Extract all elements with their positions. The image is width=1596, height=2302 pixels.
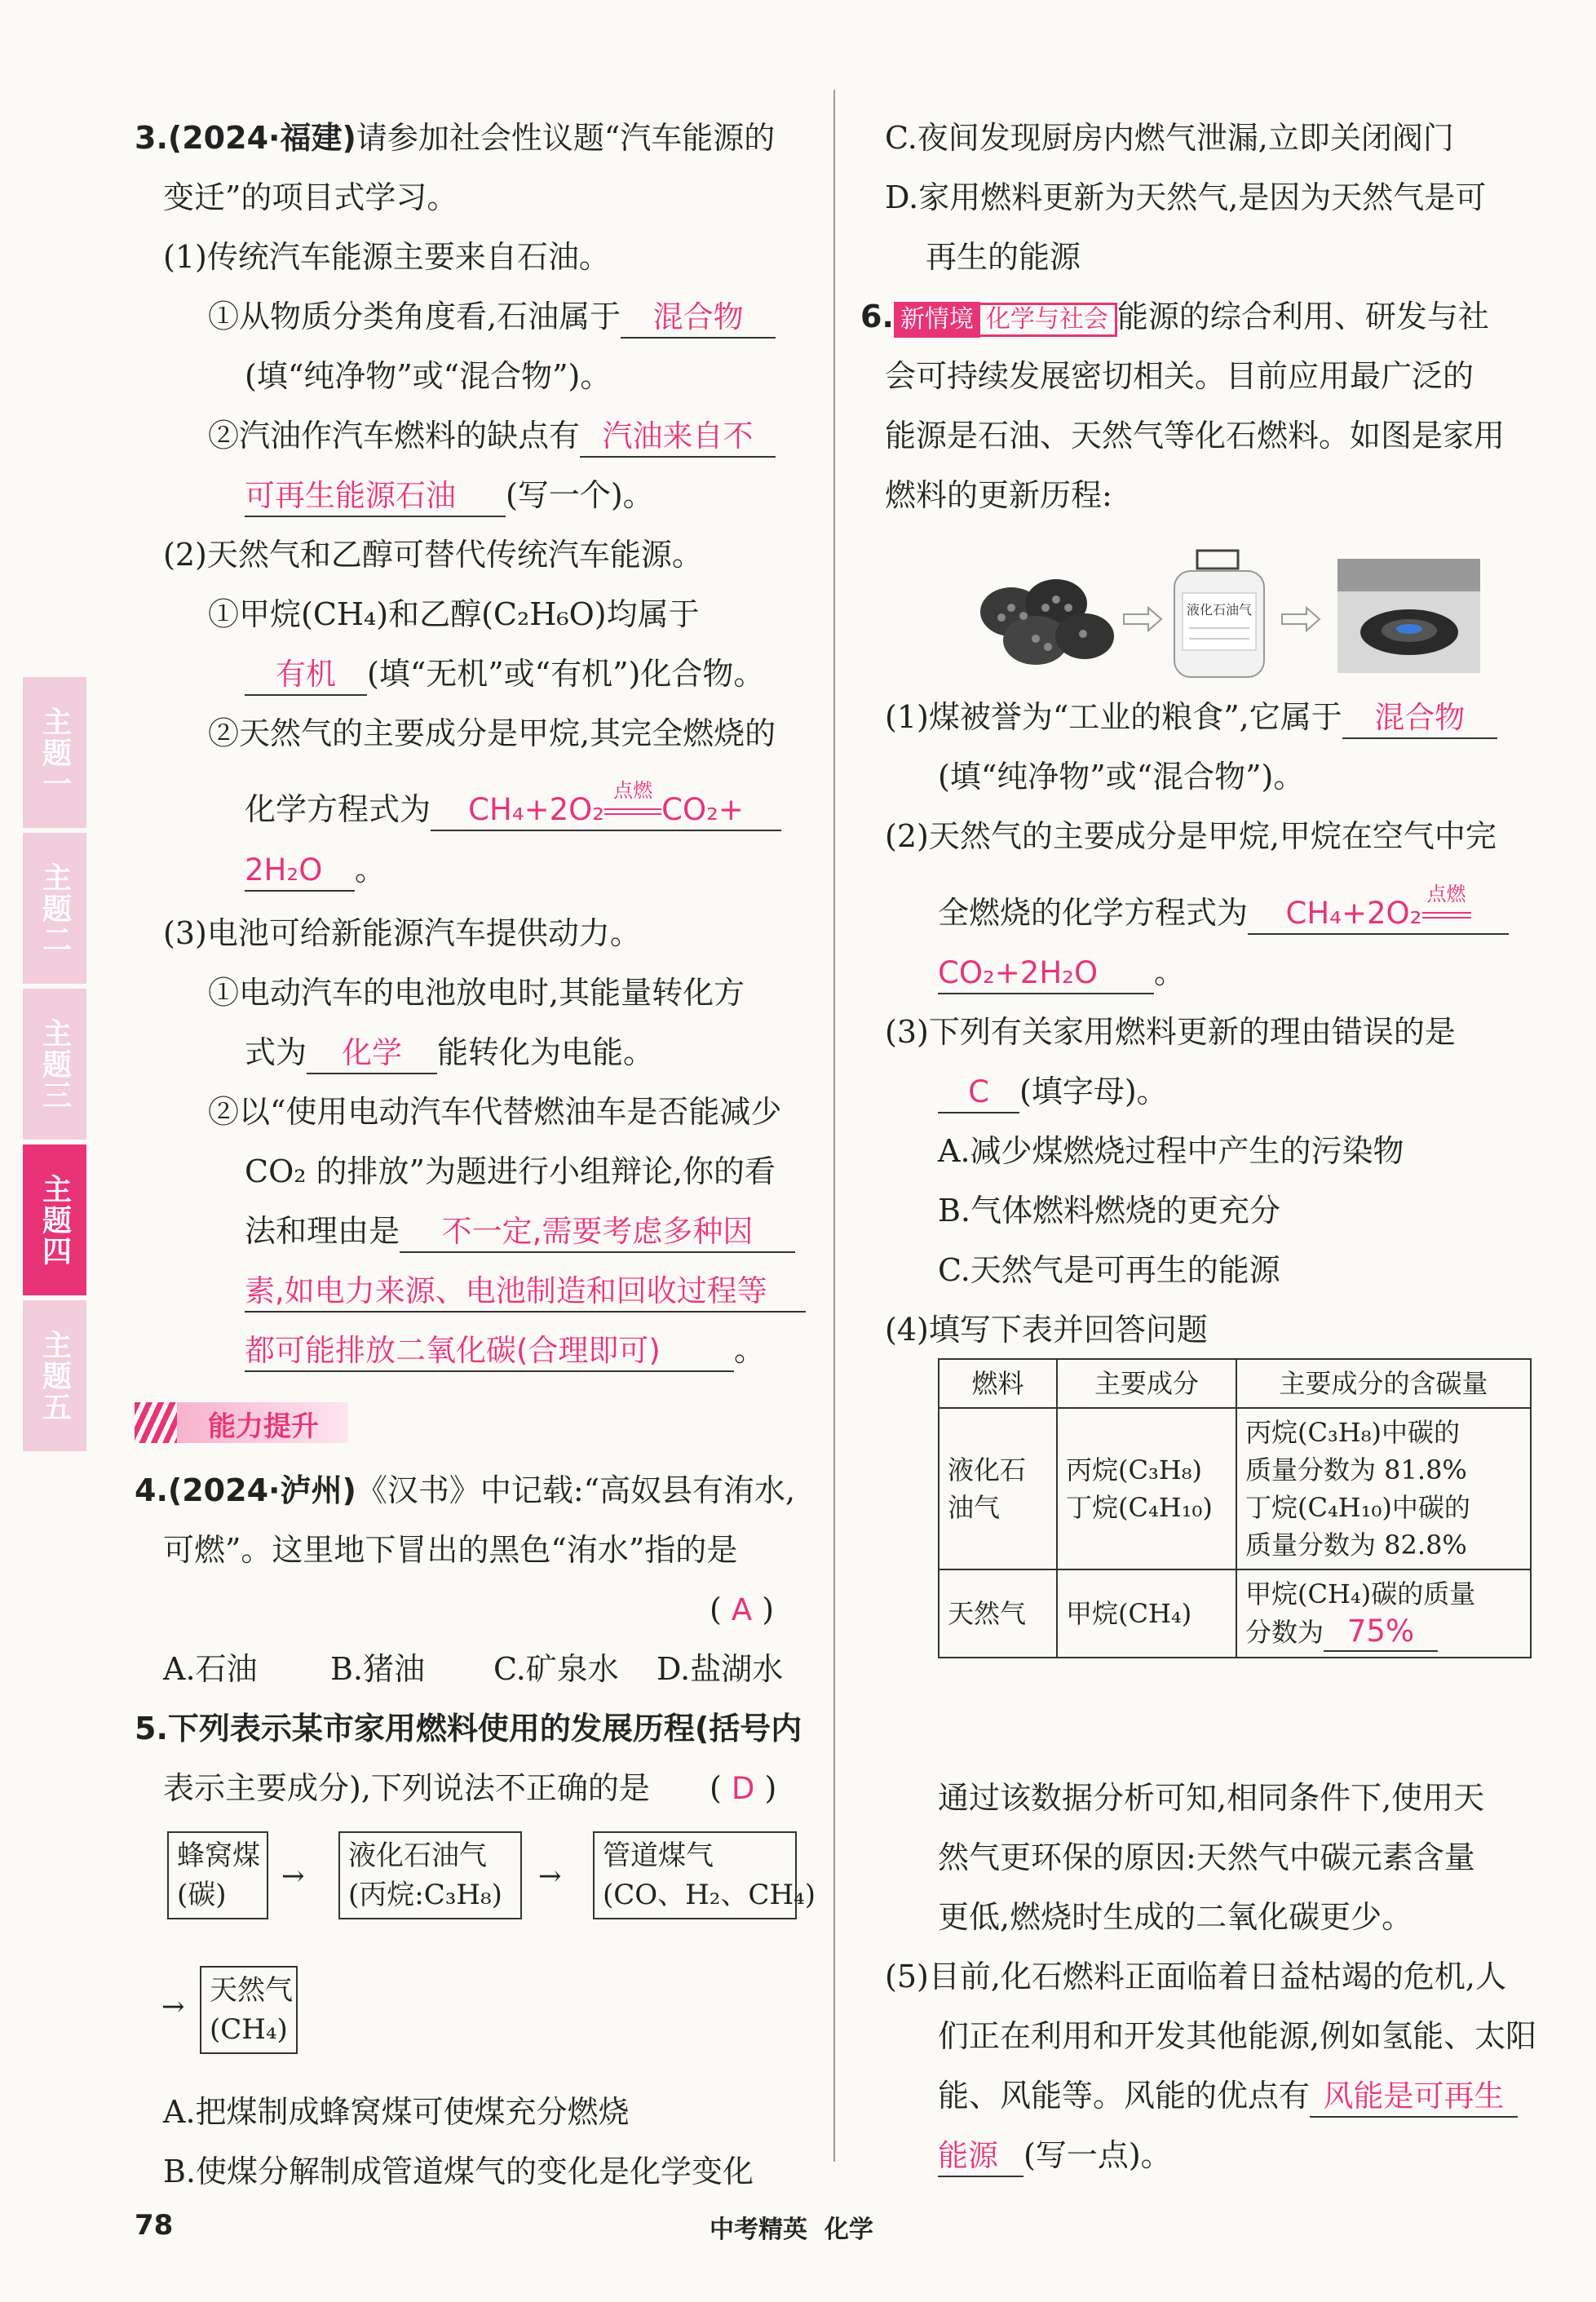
q3-p3b-answer-2: 素,如电力来源、电池制造和回收过程等 [245,1272,806,1313]
side-tab-5[interactable]: 主题五 [23,1300,86,1451]
q3-p2b-answer-left: CH₄+2O₂ [468,792,605,827]
q6-p3-hint: (填字母)。 [1019,1074,1168,1109]
q5-option-b: B.使煤分解制成管道煤气的变化是化学变化 [163,2154,754,2189]
q3-p3b-end: 。 [734,1332,766,1368]
q5-option-a: A.把煤制成蜂窝煤可使煤充分燃烧 [163,2094,630,2130]
q3-p3a-end: 能转化为电能。 [437,1034,655,1070]
honeycomb-coal-icon [980,579,1114,665]
q6-analysis-1: 通过该数据分析可知,相同条件下,使用天 [938,1780,1485,1816]
table-row [939,1569,1531,1658]
column-divider [833,90,835,2162]
table-cell-lpg-components [1057,1408,1236,1569]
q3-p2a-hint: (填“无机”或“有机”)化合物。 [367,656,765,692]
q3-p1b-hint: (写一个)。 [506,477,654,513]
q6-p1-hint: (填“纯净物”或“混合物”)。 [938,759,1305,795]
new-context-badge: 新情境 [894,302,980,338]
q6-p5-line2: 们正在利用和开发其他能源,例如氢能、太阳 [938,2018,1537,2054]
q6-p2-answer-2: CO₂+2H₂O [938,954,1154,994]
methane-carbon-answer: 75% [1324,1613,1438,1652]
q6-p2-end: 。 [1154,954,1186,990]
lpg-component-propane: 丙烷(C₃H₈) [1066,1454,1203,1485]
q3-p1b: ②汽油作汽车燃料的缺点有 [208,418,581,454]
table-header-carbon: 主要成分的含碳量 [1236,1359,1531,1408]
q3-p3a: ①电动汽车的电池放电时,其能量转化方 [208,975,745,1011]
q3-p3b: ②以“使用电动汽车代替燃油车是否能减少 [208,1094,782,1130]
q3-p3b-line2: CO₂ 的排放”为题进行小组辩论,你的看 [245,1153,776,1189]
q6-intro1: 能源的综合利用、研发与社 [1116,299,1489,334]
flow-box-2-comp: (丙烷:C₃H₈) [348,1879,502,1911]
q4-option-b: B.猪油 [330,1651,426,1687]
q3-p2b-end: 。 [355,852,387,888]
q3-part3: (3)电池可给新能源汽车提供动力。 [163,915,641,951]
table-cell-lpg: 液化石油气 [939,1408,1057,1569]
flow-box-2-title: 液化石油气 [348,1839,487,1872]
fuel-table [938,1358,1532,1658]
side-tab-2[interactable]: 主题二 [23,833,86,984]
lpg-carbon-line1: 丙烷(C₃H₈)中碳的 [1245,1417,1461,1448]
gas-stove-icon [1337,559,1480,673]
q3-title: 请参加社会性议题“汽车能源的 [356,120,776,156]
side-tab-1[interactable]: 主题一 [23,677,86,828]
q3-p2b-line2: 化学方程式为 [245,791,431,827]
q3-p2b-condition: 点燃 [613,779,653,802]
fuel-history-svg [979,542,1484,681]
table-cell-natural-gas: 天然气 [939,1569,1057,1658]
q3-p2b-answer-2: 2H₂O [245,851,355,892]
methane-carbon-line1: 甲烷(CH₄)碳的质量 [1245,1578,1476,1609]
q6-p2: (2)天然气的主要成分是甲烷,甲烷在空气中完 [885,818,1497,854]
table-cell-methane-carbon [1236,1569,1531,1658]
q6-analysis-2: 然气更环保的原因:天然气中碳元素含量 [938,1839,1475,1875]
flow-box-4-comp: (CH₄) [210,2013,288,2046]
q6-p5-answer-2: 能源 [938,2136,1023,2177]
chem-society-badge: 化学与社会 [977,303,1117,337]
lpg-carbon-line2: 质量分数为 81.8% [1245,1454,1467,1485]
q3-p2b: ②天然气的主要成分是甲烷,其完全燃烧的 [208,715,776,751]
banner-stripes-icon [135,1402,183,1443]
workbook-page: 主题一 主题二 主题三 主题四 主题五 3.(2024·福建)请参加社会性议题“汽车能源的 变迁”的项目式学习。 (1)传统汽车能源主要来自石油。 ①从物质分类角度看,石油属于 混合物 (填“纯净物”或“混合物”)。 ②汽油作汽车燃料的缺点有 汽油来自不 可再生能源石油 (写一个)。 (2)天然气和乙醇可替代传统汽车能源。 ①甲烷(CH₄)和乙醇(C₂H₆O)均属于 有机 (填“无机”或“有机”)化合物。 ②天然气的主要成分是甲烷,其完全燃烧的 化学方程式为 CH₄+2O₂ 点燃 CO₂+ 2H₂O 。 (3)电池可给新能源汽车提供动力。 ①电动汽车的电池放电时,其能量转化方 式为 化学 能转化为电能。 ②以“使用电动汽车代替燃油车是否能减少 CO₂ 的排放”为题进行小组辩论,你的看 法和理由是 不一定,需要考虑多种因 素,如电力来源、电池制造和回收过程等 都可能排放二氧化碳(合理即可) 。 能力提升 4.(2024·泸州)《汉书》中记载:“高奴县有洧水, 可燃”。这里地下冒出的黑色“洧水”指的是 ( A ) A.石油 B.猪油 C.矿泉水 D.盐湖水 5.下列表示某市家用燃料使用的发展历程(括号内 表示主要成分),下列说法不正确的是 ( D ) 蜂窝煤 (碳) → 液化石油气 (丙烷:C₃H₈) → 管道煤气 (CO、H₂、CH₄) → 天然气 (CH₄) A.把煤制成蜂窝煤可使煤充分燃烧 B.使煤分解制成管道煤气的变化是化学变化 C.夜间发现厨房内燃气泄漏,立即关闭阀门 D.家用燃料更新为天然气,是因为天然气是可 再生的能源 6. 新情境 化学与社会 能源的综合利用、研发与社 会可持续发展密切相关。目前应用最广泛的 能源是石油、天然气等化石燃料。如图是家用 燃料的更新历程: 液化石油气 (1)煤被誉为“工业的粮食”,它属于 混合物 (填“纯净物”或“混合物”)。 (2)天然气的主要成分是甲烷,甲烷在空气中完 全燃烧的化学方程式为 CH₄+2O₂ 点燃 CO₂+2H₂O 。 (3)下列有关家用燃料更新的理由错误的是 C (填字母)。 A.减少煤燃烧过程中产生的污染物 B.气体燃料燃烧的更充分 C.天然气是可再生的能源 (4)填写下表并回答问题 燃料 主要成分 主要成分的含碳量 液化石油气 丙烷(C₃H₈) 丁烷(C₄H₁₀) 丙烷(C₃H₈)中碳的 质量分数为 81.8% 丁烷(C₄H₁₀)中碳的 质量分数为 82.8% 天然气 甲烷(CH₄) 甲烷(CH₄)碳的质量 分数为 75% 通过该数据分析可知,相同条件下,使用天 然气更环保的原因:天然气中碳元素含量 更低,燃烧时生成的二氧化碳更少。 (5)目前,化石燃料正面临着日益枯竭的危机,人 们正在利用和开发其他能源,例如氢能、太阳 能、风能等。风能的优点有 风能是可再生 能源 (写一点)。 78 中考精英 化学 [0,0,1596,2302]
flow-box-1-comp: (碳) [177,1879,227,1911]
fuel-history-illustration [979,542,1484,681]
q3-p3b-answer-3: 都可能排放二氧化碳(合理即可) [245,1331,734,1372]
q5-option-d: D.家用燃料更新为天然气,是因为天然气是可 [885,179,1487,215]
q6-p3-option-c: C.天然气是可再生的能源 [938,1252,1280,1288]
side-tabs [23,677,86,1456]
q4-option-a: A.石油 [163,1651,258,1687]
q6-p5-hint: (写一点)。 [1023,2137,1172,2173]
q3-p3b-line3: 法和理由是 [245,1213,400,1249]
lpg-carbon-line4: 质量分数为 82.8% [1245,1530,1467,1560]
q3-head: 3.(2024·福建) [135,120,356,156]
q6-number: 6. [860,299,894,334]
q5-text1: 5.下列表示某市家用燃料使用的发展历程(括号内 [135,1711,802,1746]
table-cell-lpg-carbon [1236,1408,1531,1569]
q6-p5-line3: 能、风能等。风能的优点有 [938,2078,1311,2114]
q5-option-c: C.夜间发现厨房内燃气泄漏,立即关闭阀门 [885,120,1454,156]
q3-p1a-hint: (填“纯净物”或“混合物”)。 [245,358,612,394]
side-tab-4-active[interactable]: 主题四 [23,1144,86,1295]
q3-p2b-answer-right: CO₂+ [661,792,744,827]
ability-section-banner [135,1399,355,1446]
q5-answer: D [731,1771,755,1806]
q3-p3b-answer-1: 不一定,需要考虑多种因 [400,1212,795,1253]
q6-p5-line1: (5)目前,化石燃料正面临着日益枯竭的危机,人 [885,1959,1506,1994]
q6-intro4: 燃料的更新历程: [885,477,1112,513]
cylinder-label: 液化石油气 [1186,602,1253,618]
side-tab-3[interactable]: 主题三 [23,989,86,1140]
q3-p1a-answer: 混合物 [621,298,776,339]
table-header-row [939,1359,1531,1408]
page-number: 78 [135,2209,174,2242]
q3-p1b-answer-1: 汽油来自不 [580,417,776,458]
q6-intro2: 会可持续发展密切相关。目前应用最广泛的 [885,358,1474,394]
q3-p2a-answer: 有机 [245,655,367,696]
flow-box-1 [167,1831,268,1919]
flow-box-3-title: 管道煤气 [603,1839,714,1872]
flow-box-1-title: 蜂窝煤 [177,1839,260,1872]
gas-cylinder-icon [1174,551,1264,677]
flow-box-2 [338,1831,522,1919]
flow-box-3-comp: (CO、H₂、CH₄) [603,1879,816,1911]
q3-part2: (2)天然气和乙醇可替代传统汽车能源。 [163,537,703,573]
q3-part1: (1)传统汽车能源主要来自石油。 [163,239,610,275]
q4-head: 4.(2024·泸州) [135,1472,356,1508]
q3-p1a: ①从物质分类角度看,石油属于 [208,299,621,334]
q3-p3a-answer: 化学 [307,1034,437,1074]
table-header-component: 主要成分 [1057,1359,1236,1408]
q6-p3-answer: C [938,1073,1019,1113]
lpg-carbon-line3: 丁烷(C₄H₁₀)中碳的 [1245,1492,1470,1523]
q4-option-c: C.矿泉水 [493,1651,619,1687]
lpg-component-butane: 丁烷(C₄H₁₀) [1066,1492,1213,1523]
arrow-1-icon [1124,608,1161,631]
q4-answer: A [731,1592,753,1627]
footer-title: 中考精英 化学 [710,2216,873,2244]
q6-p3-option-b: B.气体燃料燃烧的更充分 [938,1193,1281,1228]
q3-p1b-answer-2: 可再生能源石油 [245,476,506,517]
q6-analysis-3: 更低,燃烧时生成的二氧化碳更少。 [938,1899,1413,1935]
q6-p4: (4)填写下表并回答问题 [885,1312,1208,1348]
methane-carbon-line2: 分数为 [1245,1617,1324,1648]
q5-option-d-line2: 再生的能源 [926,239,1081,275]
q6-p3: (3)下列有关家用燃料更新的理由错误的是 [885,1014,1456,1050]
arrow-2-icon [1282,608,1320,631]
q3-p3a-line2: 式为 [245,1034,307,1070]
q6-p1-answer: 混合物 [1342,698,1497,739]
flow-arrow-3: → [161,1990,185,2023]
table-cell-methane: 甲烷(CH₄) [1057,1569,1236,1658]
table-header-fuel: 燃料 [939,1359,1057,1408]
ability-label: 能力提升 [208,1410,319,1443]
table-row [939,1408,1531,1569]
q4-text1: 《汉书》中记载:“高奴县有洧水, [356,1472,796,1508]
q3-title2: 变迁”的项目式学习。 [163,179,458,215]
flow-arrow-1: → [281,1860,305,1893]
q5-text2: 表示主要成分),下列说法不正确的是 [163,1770,650,1806]
q6-intro3: 能源是石油、天然气等化石燃料。如图是家用 [885,418,1505,454]
q3-p2a: ①甲烷(CH₄)和乙醇(C₂H₆O)均属于 [208,596,700,632]
q6-p1: (1)煤被誉为“工业的粮食”,它属于 [885,699,1342,735]
q6-p3-option-a: A.减少煤燃烧过程中产生的污染物 [938,1133,1404,1169]
q6-p2-condition: 点燃 [1426,883,1466,905]
flow-box-4-title: 天然气 [210,1974,293,2007]
flow-box-4 [200,1966,298,2054]
q4-option-d: D.盐湖水 [657,1651,784,1687]
flow-box-3 [593,1831,816,1919]
q6-p2-line2: 全燃烧的化学方程式为 [938,895,1249,931]
flow-arrow-2: → [538,1860,562,1893]
q4-text2: 可燃”。这里地下冒出的黑色“洧水”指的是 [163,1532,738,1568]
q6-p5-answer-1: 风能是可再生 [1310,2077,1518,2118]
q6-p2-answer-left: CH₄+2O₂ [1285,896,1422,931]
